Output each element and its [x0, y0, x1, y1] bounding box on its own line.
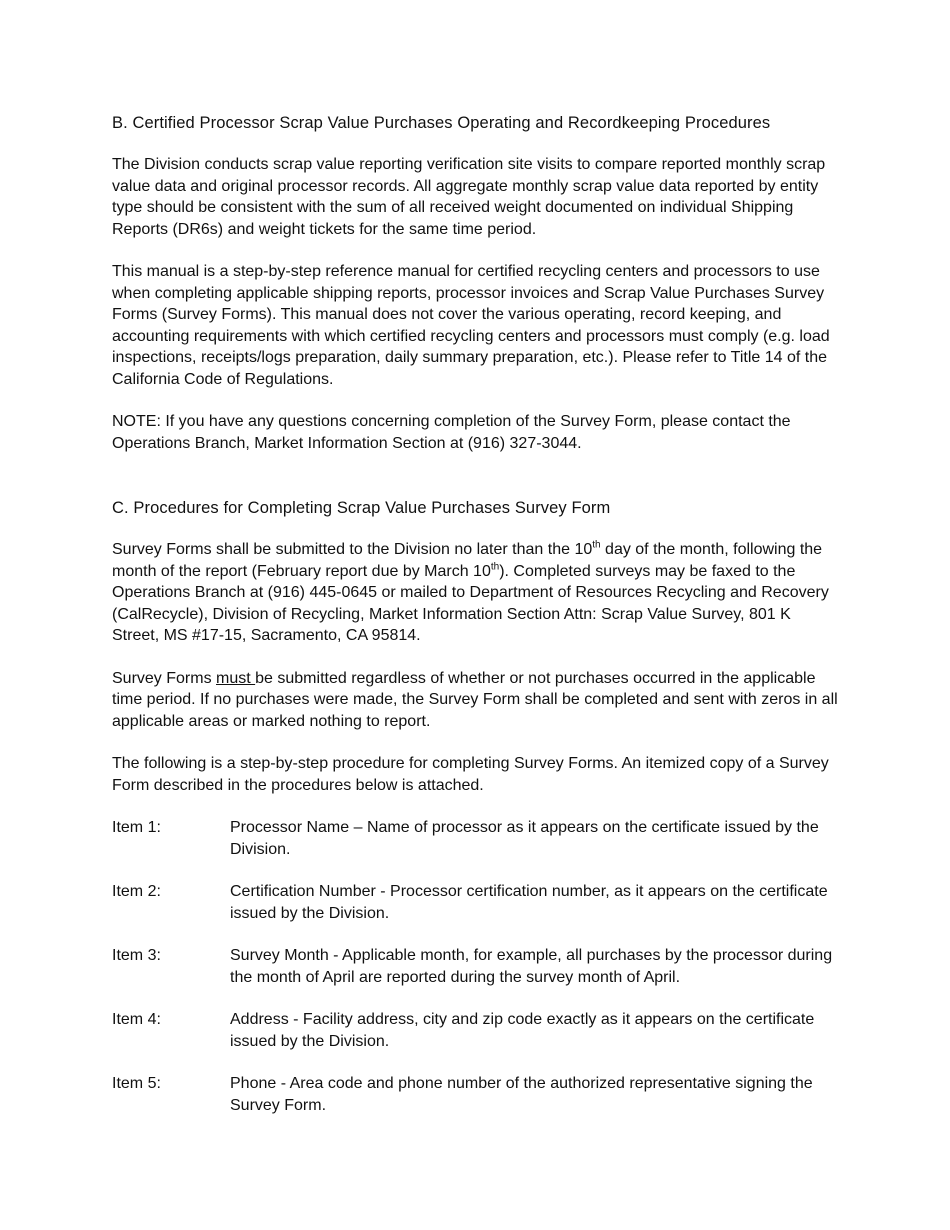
procedure-item	[112, 817, 842, 860]
requirement-text-before: Survey Forms	[112, 669, 217, 687]
section-b-heading: B. Certified Processor Scrap Value Purchases Operating and Recordkeeping Procedures	[112, 114, 771, 132]
procedure-item-text: Address - Facility address, city and zip code exactly as it appears on the certificate issued by the Division.	[230, 1011, 815, 1050]
ordinal-superscript-1: th	[592, 539, 601, 551]
requirement-emphasis: must	[216, 669, 256, 687]
procedure-item-label: Item 1:	[112, 819, 161, 836]
section-b-paragraph-1: The Division conducts scrap value reporting verification site visits to compare reported monthly scrap value data and original processor records. All aggregate monthly scrap value data reported by entity type should be consistent with the sum of all received weight documented on individual Shipping Reports (DR6s) and weight tickets for the same time period.	[112, 156, 826, 238]
document-content	[112, 112, 842, 1116]
section-c-paragraph-1	[112, 539, 842, 647]
ordinal-superscript-2: th	[490, 561, 500, 573]
procedure-item	[112, 1009, 842, 1052]
procedure-item	[112, 1073, 842, 1116]
procedure-item-text: Phone - Area code and phone number of the authorized representative signing the Survey Form.	[230, 1075, 813, 1114]
section-b-paragraph-2: This manual is a step-by-step reference manual for certified recycling centers and processors to use when completing applicable shipping reports, processor invoices and Scrap Value Purchases Survey Forms (Survey Forms). This manual does not cover the various operating, record keeping, and accounting requirements with which certified recycling centers and processors must comply (e.g. load inspections, receipts/logs preparation, daily summary preparation, etc.). Please refer to Title 14 of the California Code of Regulations.	[112, 263, 830, 388]
procedure-item	[112, 945, 842, 988]
procedure-item-text: Survey Month - Applicable month, for example, all purchases by the processor during the month of April are reported during the survey month of April.	[230, 947, 833, 986]
deadline-text-2: day of the month, following the month of the report (February report due by March 10	[112, 541, 823, 580]
section-c-paragraph-3: The following is a step-by-step procedure for completing Survey Forms. An itemized copy of a Survey Form described in the procedures below is attached.	[112, 755, 829, 794]
procedure-item-label: Item 5:	[112, 1075, 161, 1092]
procedure-item-label: Item 2:	[112, 883, 161, 900]
section-b-note: NOTE: If you have any questions concerning completion of the Survey Form, please contact the Operations Branch, Market Information Section at (916) 327-3044.	[112, 413, 791, 452]
deadline-text-3: ). Completed surveys may be faxed to the Operations Branch at (916) 445-0645 or mailed to Department of Resources Recycling and Recovery (CalRecycle), Division of Recycling, Market Information Section Attn: Scrap Value Survey, 801 K Street, MS #17-15, Sacramento, CA 95814.	[112, 562, 829, 644]
procedure-item	[112, 881, 842, 924]
procedure-item-text: Processor Name – Name of processor as it appears on the certificate issued by the Division.	[230, 819, 819, 858]
requirement-text-after: be submitted regardless of whether or not purchases occurred in the applicable time period. If no purchases were made, the Survey Form shall be completed and sent with zeros in all applicable areas or marked nothing to report.	[112, 669, 838, 730]
procedure-item-text: Certification Number - Processor certification number, as it appears on the certificate issued by the Division.	[230, 883, 828, 922]
section-c-paragraph-2	[112, 668, 842, 733]
section-c-heading: C. Procedures for Completing Scrap Value Purchases Survey Form	[112, 499, 611, 517]
procedure-item-label: Item 3:	[112, 947, 161, 964]
deadline-text-1: Survey Forms shall be submitted to the Division no later than the 10	[112, 541, 593, 558]
procedure-item-label: Item 4:	[112, 1011, 161, 1028]
